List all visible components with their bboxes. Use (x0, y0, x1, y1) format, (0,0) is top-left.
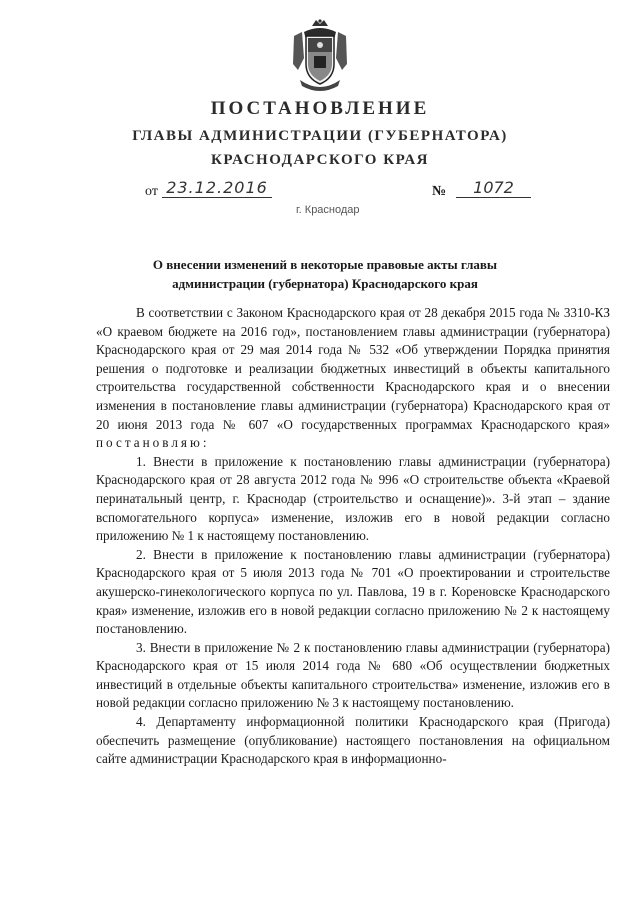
preamble-text: В соответствии с Законом Краснодарского края от 28 декабря 2015 года № 3310-КЗ «О краевом бюджете на 2016 год», постановлением главы администрации (губернатора) Краснодарского края от 29 мая 2014 года № 532 «Об утверждении Порядка принятия решения о подготовке и реализации бюджетных инвестиций в объекты капитального строительства государственной собственности Краснодарского края и о внесении изменения в постановление главы администрации (губернатора) Краснодарского края от 20 июня 2013 года № 607 «О государственных программах Краснодарского края» (96, 305, 610, 432)
document-body (96, 304, 610, 769)
document-subject (140, 255, 510, 293)
city-label: г. Краснодар (296, 204, 360, 216)
item-4: 4. Департаменту информационной политики Краснодарского края (Пригода) обеспечить размещение (опубликование) настоящего постановления на официальном сайте администрации Краснодарского края в информационно- (96, 714, 610, 767)
item-1: 1. Внести в приложение к постановлению главы администрации (губернатора) Краснодарского края от 28 августа 2012 года № 996 «О строительстве объекта «Краевой перинатальный центр, г. Краснодар (строительство и оснащение)». 3-й этап – здание вспомогательного корпуса» изменение, изложив его в новой редакции согласно приложению № 1 к настоящему постановлению. (96, 453, 610, 544)
document-date: 23.12.2016 (162, 178, 272, 198)
date-number-row (0, 180, 640, 206)
document-number: 1072 (456, 178, 531, 198)
date-prefix: от (145, 184, 158, 199)
number-prefix: № (432, 184, 447, 199)
document-title: ПОСТАНОВЛЕНИЕ (210, 98, 430, 119)
subject-line-2: администрации (губернатора) Краснодарского края (172, 276, 478, 291)
item-3: 3. Внести в приложение № 2 к постановлению главы администрации (губернатора) Краснодарского края от 15 июля 2014 года № 680 «Об осуществлении бюджетных инвестиций в отдельные объекты капитального строительства» изменение, изложив его в новой редакции согласно приложению № 3 к настоящему постановлению. (96, 639, 610, 711)
item-2: 2. Внести в приложение к постановлению главы администрации (губернатора) Краснодарского края от 5 июля 2013 года № 701 «О проектировании и строительстве акушерско-гинекологического корпуса по ул. Павлова, 19 в г. Кореновске Краснодарского края» изменение, изложив его в новой редакции согласно приложению № 2 к настоящему постановлению. (96, 546, 610, 637)
decree-word: постановляю: (96, 435, 210, 451)
subject-line-1: О внесении изменений в некоторые правовые акты главы (152, 257, 498, 272)
coat-of-arms-emblem (290, 18, 350, 93)
authority-line-1: ГЛАВЫ АДМИНИСТРАЦИИ (ГУБЕРНАТОРА) (132, 128, 508, 144)
preamble-paragraph (96, 304, 610, 453)
authority-line-2: КРАСНОДАРСКОГО КРАЯ (211, 152, 429, 168)
